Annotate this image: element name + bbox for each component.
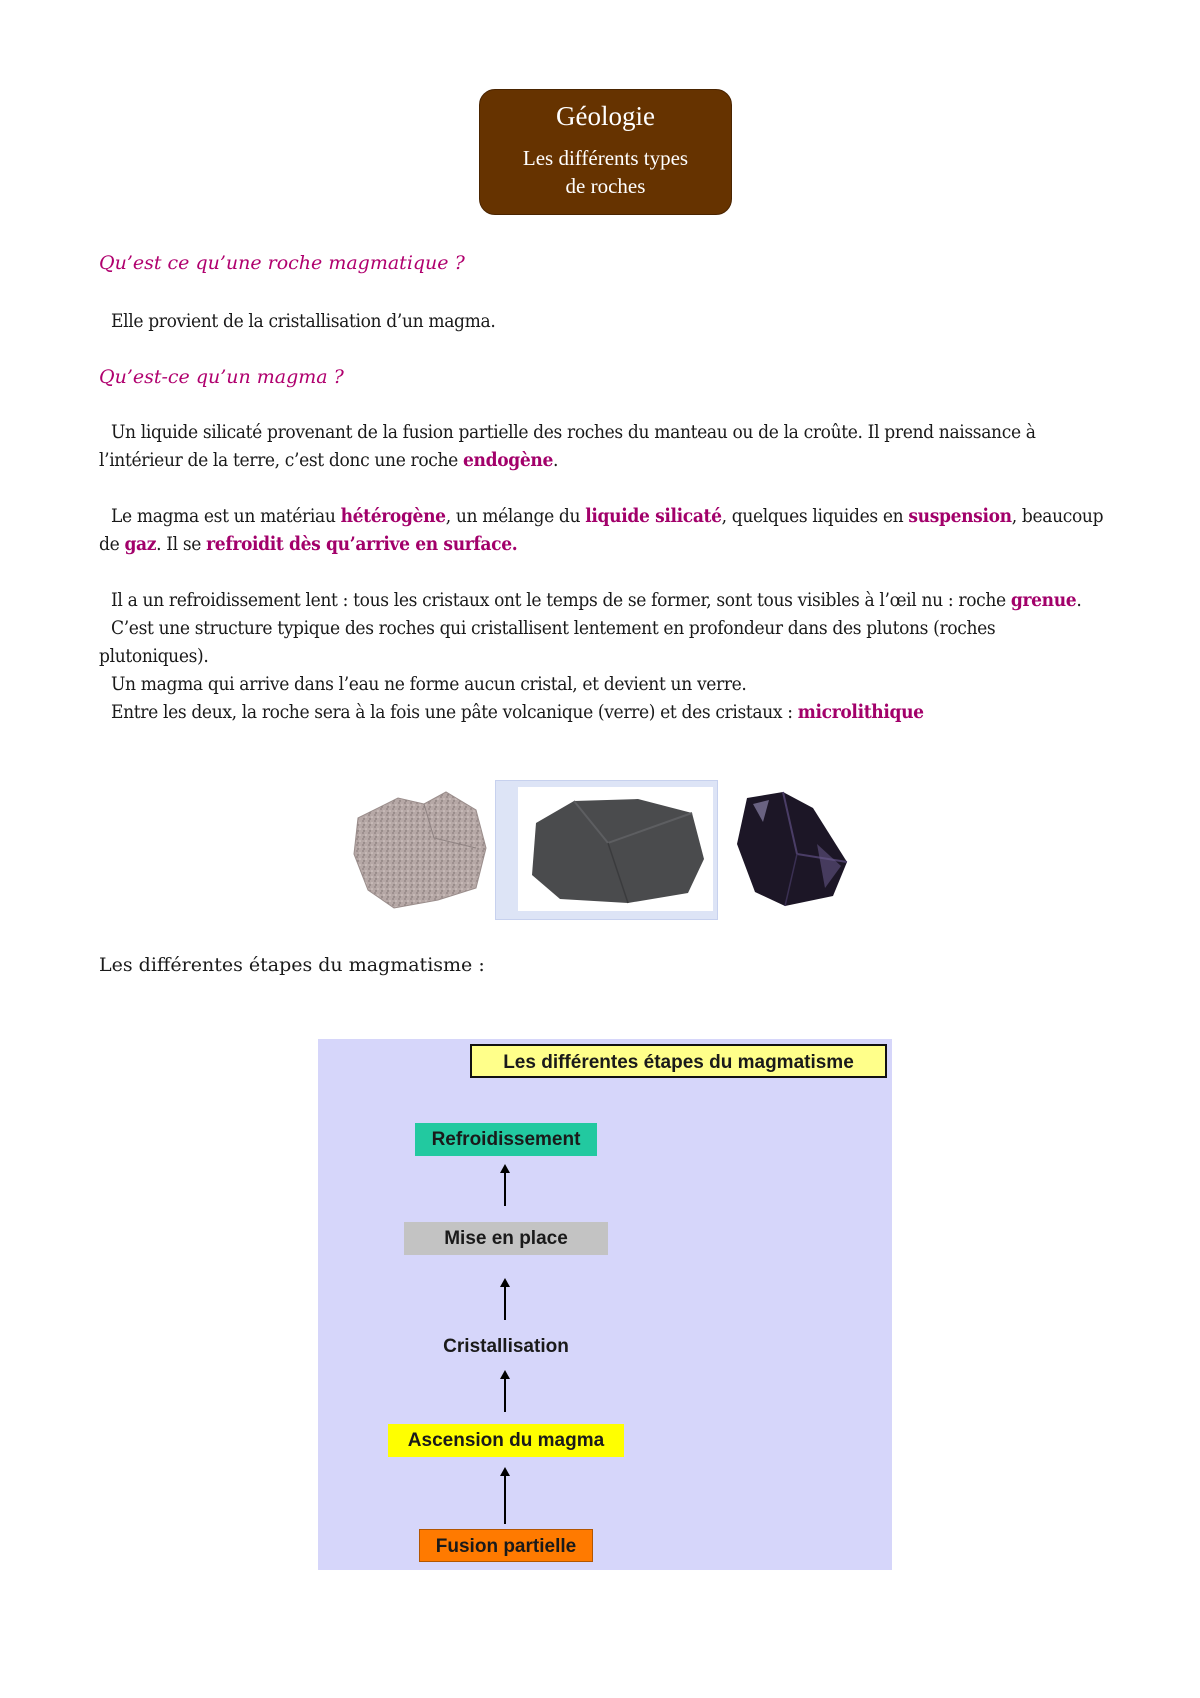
p3-line-2: C’est une structure typique des roches qui cristallisent lentement en profondeur dans des plutons (roches plutoniques). (99, 617, 996, 667)
subtitle-line-2: de roches (565, 174, 646, 198)
keyword-grenue: grenue (1010, 589, 1077, 611)
paragraph-1 (99, 418, 1109, 474)
step-refroidissement: Refroidissement (415, 1123, 597, 1156)
step-cristallisation: Cristallisation (443, 1336, 569, 1357)
keyword-gaz: gaz (124, 533, 157, 555)
magmatism-diagram (318, 1039, 892, 1570)
p3-line-1 (99, 586, 1109, 614)
p2-text-1: Le magma est un matériau (111, 505, 341, 527)
step-mise-en-place: Mise en place (404, 1222, 608, 1255)
paragraph-2 (99, 502, 1109, 558)
p3-text-1a: Il a un refroidissement lent : tous les cristaux ont le temps de se former, sont tous visibles à l’œil nu : roche (111, 589, 1011, 611)
subtitle-line-1: Les différents types (522, 146, 689, 170)
step-ascension: Ascension du magma (388, 1424, 624, 1457)
p2-text-5: . Il se (156, 533, 207, 555)
p1-text-2: . (553, 449, 559, 471)
p2-text-3: , quelques liquides en (721, 505, 909, 527)
p3-line-4 (99, 698, 1109, 726)
question-1: Qu’est ce qu’une roche magmatique ? (99, 252, 465, 274)
basalt-image (518, 787, 713, 911)
paragraph-3 (99, 586, 1109, 726)
arrow-up-4 (504, 1469, 506, 1524)
doc-subtitle (480, 144, 731, 200)
arrow-up-2 (504, 1280, 506, 1320)
p3-text-4a: Entre les deux, la roche sera à la fois une pâte volcanique (verre) et des cristaux : (111, 701, 798, 723)
p1-text-1: Un liquide silicaté provenant de la fusion partielle des roches du manteau ou de la croûte. Il prend naissance à l’intérieur de la terre, c’est donc une roche (99, 421, 1036, 471)
arrow-up-1 (504, 1166, 506, 1206)
title-box (479, 89, 732, 215)
p3-line-3: Un magma qui arrive dans l’eau ne forme aucun cristal, et devient un verre. (111, 673, 747, 695)
keyword-heterogene: hétérogène (340, 505, 446, 527)
diagram-caption: Les différentes étapes du magmatisme : (99, 954, 485, 976)
basalt-image-frame (495, 780, 718, 920)
p2-text-4: , beaucoup de (99, 505, 1104, 555)
step-fusion-partielle: Fusion partielle (419, 1529, 593, 1562)
answer-1: Elle provient de la cristallisation d’un magma. (111, 310, 496, 332)
question-2: Qu’est-ce qu’un magma ? (99, 366, 344, 388)
obsidian-image (725, 784, 855, 914)
rock-images (350, 780, 860, 920)
diagram-title: Les différentes étapes du magmatisme (470, 1044, 887, 1078)
keyword-microlithique: microlithique (797, 701, 924, 723)
keyword-liquide-silicate: liquide silicaté (585, 505, 722, 527)
keyword-suspension: suspension (908, 505, 1012, 527)
p2-text-2: , un mélange du (445, 505, 586, 527)
keyword-refroidit: refroidit dès qu’arrive en surface. (206, 533, 518, 555)
keyword-endogene: endogène (463, 449, 554, 471)
granite-image (350, 784, 490, 914)
doc-title: Géologie (556, 101, 655, 131)
arrow-up-3 (504, 1372, 506, 1412)
p3-text-1b: . (1076, 589, 1082, 611)
